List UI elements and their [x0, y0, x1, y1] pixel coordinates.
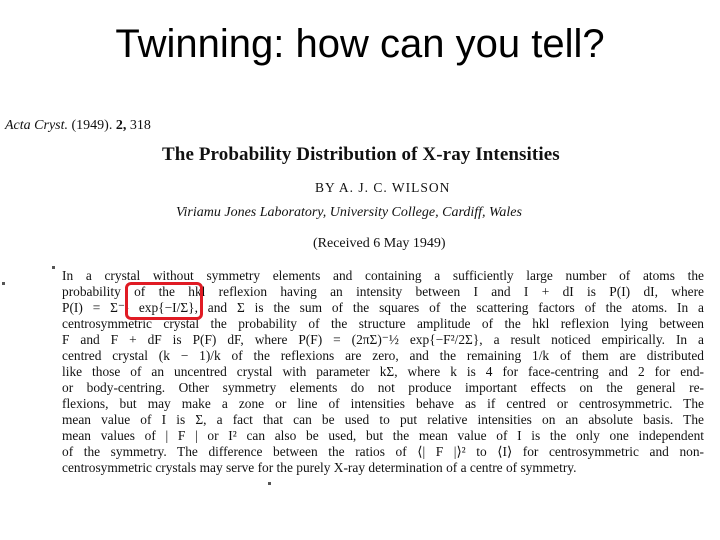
abstract-line: F and F + dF is P(F) dF, where P(F) = (2πΣ)⁻½ exp{−F²/2Σ}, a result noticed empirically. In a — [62, 332, 704, 347]
abstract-line: centred crystal (k − 1)/k of the reflexions are zero, and the remaining 1/k of them are distributed — [62, 348, 704, 363]
abstract-line: mean values of | F | or I² can also be used, but the mean value of I is the only one independent — [62, 428, 704, 443]
paper-affiliation: Viriamu Jones Laboratory, University College, Cardiff, Wales — [176, 205, 522, 220]
citation-page: 318 — [129, 118, 151, 133]
citation-journal: Acta Cryst. — [5, 118, 68, 133]
citation-volume: 2, — [115, 118, 127, 133]
paper-author: BY A. J. C. WILSON — [315, 180, 451, 195]
abstract-line: flexions, but may make a zone or line of intensities behave as if centred or centrosymmetric. The — [62, 396, 704, 411]
abstract-line: P(I) = Σ⁻¹ exp{−I/Σ}, and Σ is the sum of the squares of the scattering factors of the atoms. In a — [62, 300, 704, 315]
abstract-line: probability of the hkl reflexion having an intensity between I and I + dI is P(I) dI, where — [62, 284, 704, 299]
abstract-line: centrosymmetric crystal the probability of the structure amplitude of the hkl reflexion lying between — [62, 316, 704, 331]
abstract-line: In a crystal without symmetry elements and containing a sufficiently large number of atoms the — [62, 268, 704, 283]
abstract-line: mean value of I is Σ, a fact that can be used to put relative intensities on an absolute basis. The — [62, 412, 704, 427]
slide-title: Twinning: how can you tell? — [115, 22, 605, 66]
paper-title: The Probability Distribution of X-ray Intensities — [162, 144, 560, 165]
abstract-line: centrosymmetric crystals may serve for the purely X-ray determination of a centre of symmetry. — [62, 460, 577, 475]
abstract-line: like those of an uncentred crystal with parameter kΣ, where k is 4 for face-centring and 2 for end- — [62, 364, 704, 379]
highlight-box-exp-term — [125, 282, 203, 320]
scan-speck — [52, 266, 55, 269]
paper-received-date: (Received 6 May 1949) — [313, 236, 446, 251]
citation — [5, 118, 151, 134]
citation-year: (1949). — [71, 118, 113, 133]
abstract-line: or body-centring. Other symmetry elements do not produce important effects on the general re- — [62, 380, 704, 395]
scan-speck — [2, 282, 5, 285]
scan-speck — [268, 482, 271, 485]
abstract-line: of the symmetry. The difference between the ratios of ⟨| F |⟩² to ⟨I⟩ for centrosymmetric and non- — [62, 444, 704, 459]
scanned-paper-excerpt — [0, 110, 720, 510]
